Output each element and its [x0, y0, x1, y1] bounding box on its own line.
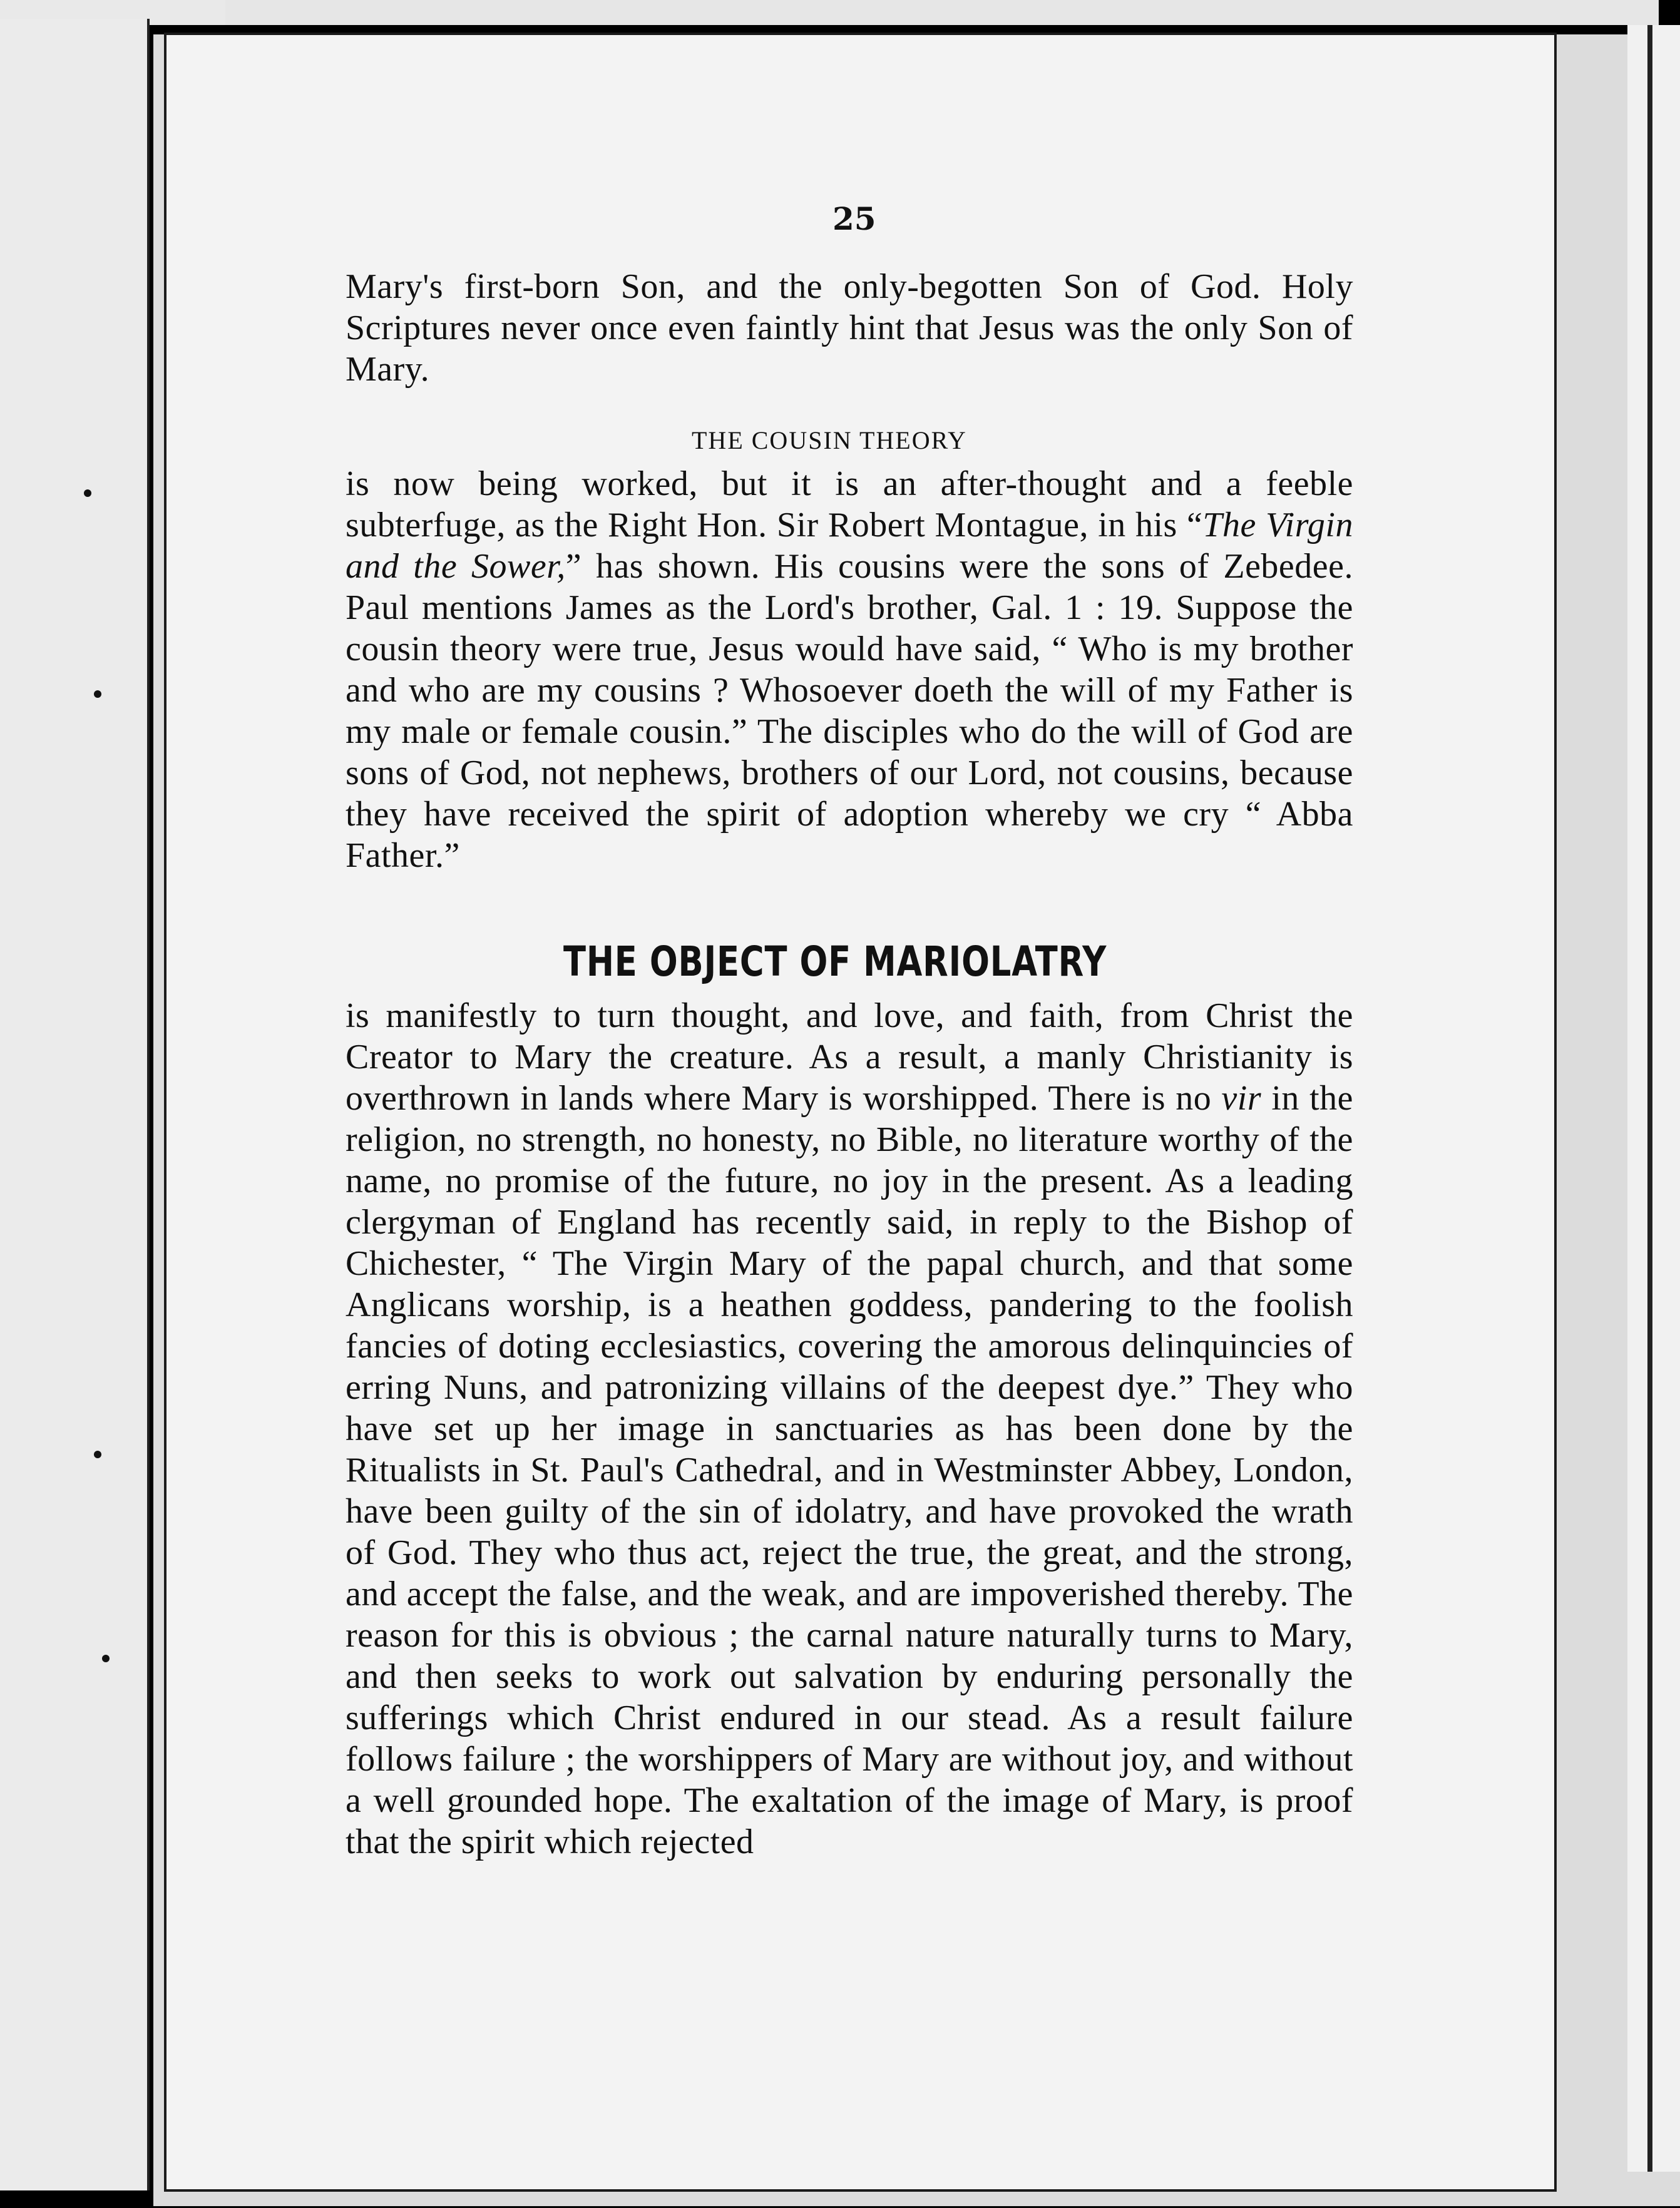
paragraph-text [346, 995, 1353, 1863]
text-run: ” has shown. His cousins were the sons of Zebedee. Paul mentions James as the Lord's brother, Gal. 1 : 19. Suppose the cousin theory were true, Jesus would have said, “ Who is my brother and who are my cousins ? Whosoever doeth the will of my Father is my male or female cousin.” The disciples who do the will of God are sons of God, not nephews, brothers of our Lord, not cousins, because they have received the spirit of adoption whereby we cry “ Abba Father.” [346, 547, 1354, 875]
paragraph-text [346, 463, 1353, 876]
paragraph-intro [346, 266, 1353, 390]
paragraph-text: Mary's first-born Son, and the only-begotten Son of God. Holy Scriptures never once even faintly hint that Jesus was the only Son of Mary. [346, 267, 1353, 389]
right-page-edge [1627, 25, 1680, 2172]
page-number: 25 [832, 200, 876, 237]
margin-dot [94, 1451, 101, 1458]
margin-dot [102, 1655, 110, 1662]
left-facing-page [0, 19, 150, 2190]
margin-dot [94, 690, 101, 698]
latin-word: vir [1221, 1079, 1262, 1118]
margin-dot [84, 489, 91, 497]
paragraph-mariolatry [346, 995, 1353, 1863]
section-heading-object-of-mariolatry: THE OBJECT OF MARIOLATRY [563, 938, 1107, 986]
text-run: in the religion, no strength, no honesty, no Bible, no literature worthy of the name, no promise of the future, no joy in the present. As a leading clergyman of England has recently said, in reply to the Bishop of Chichester, “ The Virgin Mary of the papal church, and that some Anglicans worship, is a heathen goddess, pandering to the foolish fancies of doting ecclesiastics, covering the amorous delinquincies of erring Nuns, and patronizing villains of the deepest dye.” They who have set up her image in sanctuaries as has been done by the Ritualists in St. Paul's Cathedral, and in Westminster Abbey, London, have been guilty of the sin of idolatry, and have provoked the wrath of God. They who thus act, reject the true, the great, and the strong, and accept the false, and the weak, and are impoverished thereby. The reason for this is obvious ; the carnal nature naturally turns to Mary, and then seeks to work out salvation by enduring personally the sufferings which Christ endured in our stead. As a result failure follows failure ; the worshippers of Mary are without joy, and without a well grounded hope. The exaltation of the image of Mary, is proof that the spirit which rejected [346, 1079, 1353, 1861]
section-heading-cousin-theory: THE COUSIN THEORY [692, 426, 967, 454]
scan-edge-top [225, 0, 1659, 25]
text-run: is now being worked, but it is an after-thought and a feeble subterfuge, as the Right Hon. Sir Robert Montague, in his “ [346, 464, 1353, 544]
right-page-edge-line [1647, 25, 1652, 2172]
book-title: The Virgin and the Sower, [346, 506, 1353, 586]
text-run: is manifestly to turn thought, and love, and faith, from Christ the Creator to Mary the creature. As a result, a manly Christianity is overthrown in lands where Mary is worshipped. There is no [346, 996, 1353, 1118]
paragraph-cousin-theory [346, 463, 1353, 876]
